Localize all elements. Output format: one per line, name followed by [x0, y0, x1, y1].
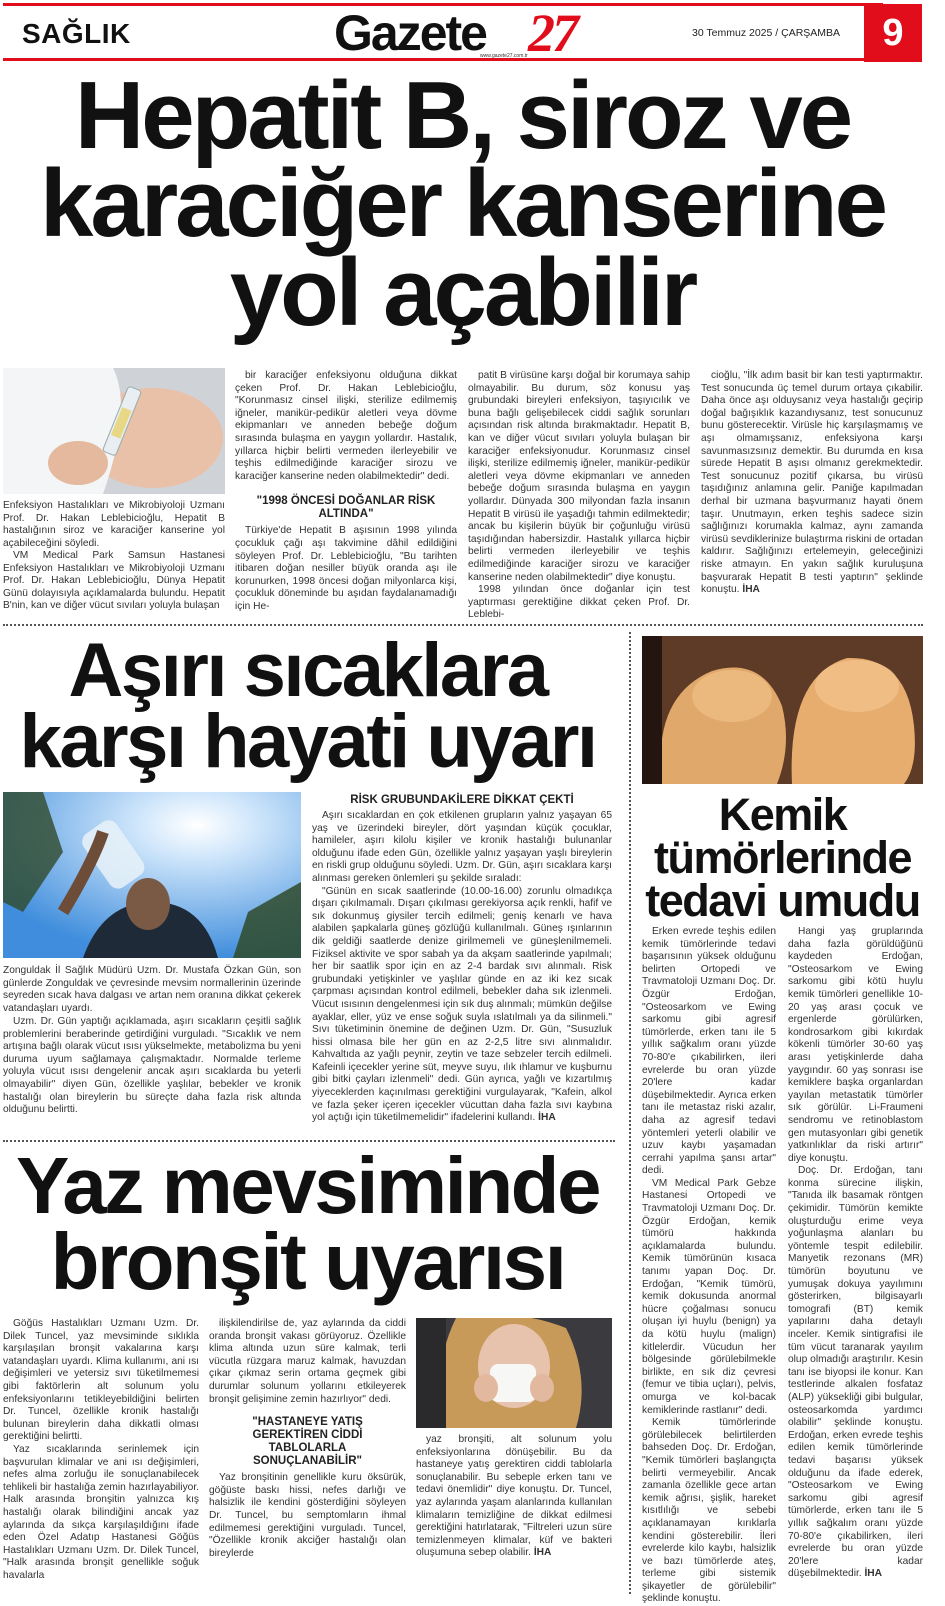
article2-right-column	[312, 794, 612, 1125]
article3-col3	[416, 1434, 612, 1560]
logo	[330, 3, 600, 63]
article2-photo	[3, 792, 301, 958]
article1-col1-paragraph: VM Medical Park Samsun Hastanesi Enfeksiyon Hastalıkları ve Mikrobiyoloji Uzmanı Prof. Dr. Hakan Leblebicioğlu, Dünya Hepatit Günü dolayısıyla açıklamalarda bulundu. Hepatit B'nin, kan ve diğer vücut sıvıları yoluyla bulaşan	[3, 550, 225, 612]
article3-headline-line2: bronşit uyarısı	[50, 1217, 565, 1306]
article4-col1-paragraph2: VM Medical Park Gebze Hastanesi Ortopedi ve Travmatoloji Uzmanı Doç. Dr. Özgür Erdoğan, kemik tümörü hakkında açıklamalarda bulundu. Kemik tümörünün kısaca tanımı yapan Doç. Dr. Erdoğan, "Kemik tümörü, kemik dokusunda anormal hücre çoğalması sonucu oluşan iyi huylu (benign) ya da kötü huylu (malign) kitlelerdir. Vücudun her bölgesinde görülebilmekle birlikte, en sık diz çevresi (femur ve tibia uçları), pelvis, omurga ve kol-bacak kemiklerinde rastlanır" dedi.	[642, 1177, 776, 1416]
article4-col1-paragraph3: Kemik tümörlerinde görülebilecek belirtilerden bahseden Doç. Dr. Erdoğan, "Kemik tümörleri başlangıçta belirti vermeyebilir. Ancak zamanla özellikle gece artan kemik ağrısı, şişlik, hareket kısıtlılığı ve sebebi açıklanamayan kırıklarla kendini gösterebilir. İleri evrelerde kilo kaybı, halsizlik ve bazı tümörlerde ateş, terleme gibi sistemik şikayetler de görülebilir" şeklinde konuştu.	[642, 1417, 776, 1605]
article4-headline-line2: tümörlerinde	[653, 831, 912, 883]
article4-headline	[640, 789, 925, 926]
article4-col2	[788, 926, 923, 1581]
article1-col3-paragraph1: patit B virüsüne karşı doğal bir korumaya sahip olmayabilir. Bu durum, söz konusu yaş grubundaki bireyleri enfeksiyon, taşıyıcılık ve buna bağlı gelişebilecek ciddi sağlık sorunları açısından risk altında bırakmaktadır. Hepatit B, kan ve diğer vücut sıvıları yoluyla bulaşan bir karaciğer enfeksiyonudur. Korunmasız cinsel ilişki, sterilize edilmemiş iğneler, manikür-pedikür aletleri veya dövme ekipmanları ve anneden bebeğe doğum sırasında bulaşma en yaygın yollardır. Dünyada 300 milyondan fazla insanın Hepatit B virüsü ile yaşadığı tahmin edilmektedir; ancak bu kişilerin büyük bir çoğunluğu virüsü taşıdığından habersizdir. Hastalık yıllarca hiçbir belirti vermeden ilerleyebilir ve teşhis edilmediğinde karaciğer sirozu ve karaciğer kanserine neden olabilmektedir" diye konuştu.	[468, 370, 690, 583]
knees-photo-icon	[642, 636, 923, 784]
article1-col2-paragraph2: Türkiye'de Hepatit B aşısının 1998 yılında çocukluk çağı aşı takvimine dâhil edildiğini söyleyen Prof. Dr. Leblebicioğlu, "Bu tarihten itibaren doğan nesiller büyük oranda aşı ile korunurken, 1998 öncesi doğan milyonlarca kişi, çocukluk döneminde bu aşıdan faydalanamadığı için He-	[235, 525, 457, 612]
article3-col3-text: yaz bronşiti, alt solunum yolu enfeksiyonlarına dönüşebilir. Bu da hastaneye yatış gerektiren ciddi tablolarla sonuçlanabilir. Bu sebeple erken tanı ve tedavi önemlidir" diye konuştu. Dr. Tuncel, yaz aylarında yaşam alanlarında kullanılan klimaların temizliğine de dikkat edilmesi gerektiğini hatırlatarak, "Filtreleri uzun süre temizlenmeyen klimalar, küf ve bakteri oluşumuna sebep olabilir.	[416, 1434, 612, 1559]
article1-headline	[0, 62, 925, 346]
article3-agency: İHA	[533, 1547, 552, 1559]
article3-col1-paragraph1: Göğüs Hastalıkları Uzmanı Uzm. Dr. Dilek Tuncel, yaz mevsiminde sıklıkla karşılaşılan bronşit vakalarına karşı vatandaşları uyardı. Klima kullanımı, ani ısı değişimleri ve yetersiz sıvı tüketilmemesi gibi faktörlerin alt solunum yolu enfeksiyonlarını tetikleyebildiğini belirten Dr. Tuncel, özellikle kronik hastalığı bulunan bireylerin daha dikkatli olması gerektiğini belirtti.	[3, 1318, 199, 1443]
article2-agency: İHA	[538, 1112, 556, 1124]
sneezing-woman-photo-icon	[416, 1318, 612, 1428]
article1-col4	[701, 370, 923, 597]
article1-col3	[468, 370, 690, 622]
article4-headline-line3: tedavi umudu	[645, 874, 920, 926]
article1-subhead: "1998 ÖNCESİ DOĞANLAR RİSK ALTINDA"	[256, 495, 436, 521]
drinking-water-photo-icon	[3, 792, 301, 958]
article4-photo	[642, 636, 923, 784]
article1-col4-paragraph	[701, 370, 923, 597]
article1-headline-line2: karaciğer kanserine	[40, 150, 885, 258]
article4-col1-paragraph1: Erken evrede teşhis edilen kemik tümörlerinde tedavi başarısının yüksek olduğunu belirten Ortopedi ve Travmatoloji Uzmanı Doç. Dr. Özgür Erdoğan, "Osteosarkom ve Ewing sarkomu gibi agresif tümörlerde, erken tanı ile 5 yıllık sağkalım oranı yüzde 70-80'e çıkabilirken, ileri evrelerde bu oran yüzde 20'lere kadar düşebilmektedir. Ayrıca erken tanı ile metastaz riski azalır, daha az agresif tedavi yöntemleri yeterli olabilir ve uzuv kaybı yaşamadan cerrahi yapılma şansı artar" dedi.	[642, 926, 776, 1177]
masthead	[0, 0, 945, 64]
article1-photo	[3, 368, 225, 494]
article2-caption: Zonguldak İl Sağlık Müdürü Uzm. Dr. Mustafa Özkan Gün, son günlerde Zonguldak ve çevresinde mevsim normallerinin üzerinde seyreden sıcak hava dalgası ve artan nem oranına dikkat çekerek vatandaşları uyardı.	[3, 965, 301, 1014]
divider-vertical	[629, 632, 631, 1594]
article3-headline	[0, 1141, 615, 1306]
article2-headline-line2: karşı hayati uyarı	[19, 698, 596, 784]
article3-col3-paragraph	[416, 1434, 612, 1560]
logo-url: www.gazete27.com.tr	[480, 53, 528, 59]
article1-col2	[235, 370, 457, 614]
divider-horizontal-top	[3, 624, 923, 626]
article3-col1-paragraph2: Yaz sıcaklarında serinlemek için başvurulan klimalar ve ani ısı değişimleri, nefes alma zorluğu ile sonuçlanabilecek tehlikeli bir hastalığa zemin hazırlayabiliyor. Halk arasında bronşitin yalnızca kış hastalığı olarak bilindiğini ancak yaz aylarında da sıkça karşılaşıldığını ifade eden Özel Adatıp Hastanesi Göğüs Hastalıkları Uzmanı Uzm. Dr. Dilek Tuncel, "Halk arasında bronşit genellikle soğuk havalarla	[3, 1443, 199, 1581]
logo-number: 27	[528, 3, 576, 63]
article2-right-paragraph2	[312, 886, 612, 1125]
article4-headline-line1: Kemik	[718, 789, 847, 840]
article2-left-paragraph: Uzm. Dr. Gün yaptığı açıklamada, aşırı sıcakların çeşitli sağlık problemlerini beraberinde getirdiğini vurguladı. "Sıcaklık ve nem artışına bağlı olarak vücut ısısı yükselmekte, metabolizma bu yeni duruma uyum sağlamaya çalışmaktadır. Normalde terleme yoluyla vücut ısısı dengelenir ancak aşırı sıcaklarda bu yeterli olmayabilir" diyen Gün, özellikle yaşlılar, bebekler ve kronik hastalığı olan bireylerin bu süreçte daha fazla risk altında olduğunu belirtti.	[3, 1016, 301, 1116]
article4-agency: İHA	[864, 1568, 883, 1580]
article1-agency: İHA	[742, 584, 760, 596]
article2-left-column	[3, 1016, 301, 1117]
syringe-photo-icon	[3, 368, 225, 494]
article2-subhead: RİSK GRUBUNDAKİLERE DİKKAT ÇEKTİ	[350, 794, 574, 806]
article3-photo	[416, 1318, 612, 1428]
article2-headline-line1: Aşırı sıcaklara	[68, 628, 547, 713]
article4-col2-text: Doç. Dr. Erdoğan, tanı konma sürecine ilişkin, "Tanıda ilk basamak röntgen çekimidir. Tümörün kemikte oluşturduğu erime veya yoğunlaşma alanları bu yöntemle tespit edilebilir. Manyetik rezonans (MR) tümörün boyutunu ve yumuşak dokuya yayılımını gösterirken, bilgisayarlı tomografi (BT) kemik yapılarını daha detaylı inceler. Kemik sintigrafisi ile tüm vücut taranarak yayılım olup olmadığı araştırılır. Kesin tanı ise biyopsi ile konur. Kan testlerinde alkalen fosfataz (ALP) yüksekliği gibi bulgular, osteosarkomda yardımcı olabilir" şeklinde konuştu. Erdoğan, erken evrede teşhis edilen kemik tümörlerinde tedavi başarısı yüksek olduğunu da ifade ederek, "Osteosarkom ve Ewing sarkomu gibi agresif tümörlerde, erken tanı ile 5 yıllık sağkalım oranı yüzde 70-80'e çıkabilirken, ileri evrelerde bu oran yüzde 20'lere kadar düşebilmektedir.	[788, 1165, 923, 1580]
article4-col2-paragraph2	[788, 1165, 923, 1581]
article3-headline-line1: Yaz mevsiminde	[15, 1141, 600, 1230]
section-label: SAĞLIK	[22, 18, 131, 49]
article1-col2-paragraph1: bir karaciğer enfeksiyonu olduğuna dikkat çeken Prof. Dr. Hakan Leblebicioğlu, "Korunmasız cinsel ilişki, sterilize edilmemiş iğneler, manikür-pedikür aletleri veya dövme ekipmanları ve anneden bebeğe doğum sırasında bulaşma en yaygın yollardır. Hastalık, yıllarca hiçbir belirti vermeden ilerleyebilir ve teşhis edilmediğinde karaciğer sirozu ve karaciğer kanserine neden olabilmektedir" dedi.	[235, 370, 457, 482]
article4-col2-paragraph1: Hangi yaş gruplarında daha fazla görüldüğünü kaydeden Erdoğan, "Osteosarkom ve Ewing sarkomu gibi kötü huylu kemik tümörleri genellikle 10-20 yaş arası çocuk ve ergenlerde görülürken, kondrosarkom gibi kıkırdak kökenli tümörler 30-60 yaş arası yetişkinlerde daha yaygındır. 60 yaş sonrası ise kemiklere başka organlardan yayılan metastatik tümörler sık görülür. Li-Fraumeni sendromu ve retinoblastom gen mutasyonları gibi genetik yatkınlıklar da riski artırır" diye konuştu.	[788, 926, 923, 1164]
article2-right-paragraph1: Aşırı sıcaklardan en çok etkilenen grupların yalnız yaşayan 65 yaş ve üzerindeki bireyler, dört yaşından küçük çocuklar, hamileler, aşırı kilolu kişiler ve kronik hastalığı bulunanlar olduğunu ifade eden Gün, özellikle yalnız yaşayan yaşlı bireylerin en riskli grup olduğunu söyledi. Uzm. Dr. Gün, aşırı sıcaklara karşı alınması gereken önlemleri şu şekilde sıraladı:	[312, 810, 612, 884]
article1-col3-paragraph2: 1998 yılından önce doğanlar için test yaptırması gerektiğine dikkat çeken Prof. Dr. Leblebi-	[468, 584, 690, 621]
logo-main: Gazete	[334, 5, 486, 61]
article3-col1	[3, 1318, 199, 1582]
article1-headline-line3: yol açabilir	[229, 238, 696, 346]
article1-headline-line1: Hepatit B, siroz ve	[74, 62, 851, 169]
article1-caption: Enfeksiyon Hastalıkları ve Mikrobiyoloji Uzmanı Prof. Dr. Hakan Leblebicioğlu, Hepatit B hastalığının siroz ve karaciğer kanserine yol açabileceğini söyledi.	[3, 500, 225, 549]
article2-headline	[0, 628, 615, 784]
article2-right-text: "Günün en sıcak saatlerinde (10.00-16.00) zorunlu olmadıkça dışarı çıkılmamalı. Dışarı çıkılması gerekiyorsa açık renkli, hafif ve sık dokunmuş giysiler tercih edilmeli; geniş kenarlı ve hava alabilen şapkalarla güneş gözlüğü kullanılmalı. Güneş ışınlarının dik geldiği saatlerde denize girilmemeli ve güneşlenilmemeli. Fiziksel aktivite ve spor sabah ya da akşam saatlerinde yapılmalı; her bir saatlik spor için en az 2-4 bardak sıvı alınmalı. Risk grubundaki yetişkinler ve yaşlılar günde en az iki kez sıcak çarpması açısından kontrol edilmeli, bebekler daha sık izlenmeli. Vücut ısısının dengelenmesi için sık duş alınmalı; mümkün değilse ayaklar, eller, yüz ve ense soğuk suyla ıslatılmalı ya da silinmeli." Sıvı tüketiminin önemine de değinen Uzm. Dr. Gün, "Susuzluk hissi olmasa bile her gün en az 2-2,5 litre sıvı alınmalıdır. Kahvaltıda az yağlı peynir, zeytin ve taze sebzeler tercih edilmeli. Kafeinli içecekler yerine süt, meyve suyu, ılık ıhlamur ve kuşburnu gibi bitki çayları izlenmeli" dedi. Gün ayrıca, yağlı ve kızartılmış yiyeceklerden kaçınılması gerektiğini vurgulayarak, "Kafein, alkol ve fazla şeker içeren içecekler vücuttan daha fazla sıvı kaybına yol açtığı için tüketilmemelidir" ifadelerini kullandı.	[312, 885, 612, 1124]
article3-col2-paragraph2: Yaz bronşitinin genellikle kuru öksürük, göğüste baskı hissi, nefes darlığı ve halsizlik ile kendini gösterdiğini söyleyen Dr. Tuncel, bu semptomların ihmal edilmemesi gerektiğini vurguladı. Tuncel, "Özellikle kronik akciğer hastalığı olan bireylerde	[209, 1472, 406, 1559]
article3-col2-paragraph1: ilişkilendirilse de, yaz aylarında da ciddi oranda bronşit vakası görüyoruz. Özellikle klima altında uzun süre kalmak, terli vücutla rüzgara maruz kalmak, havuzdan çıkar çıkmaz serin ortama geçmek gibi durumlar solunum yollarını etkileyerek bronşit gelişimine zemin hazırlıyor" dedi.	[209, 1318, 406, 1405]
article3-col2	[209, 1318, 406, 1560]
page-number-box	[864, 4, 922, 62]
article1-col4-text: cioğlu, "İlk adım basit bir kan testi yaptırmaktır. Test sonucunda üç temel durum ortaya çıkabilir. Daha önce aşı olduysanız veya hastalığı geçirip doğal bağışıklık kazandıysanız, test sonucunuz bunu gösterecektir. Virüsle hiç karşılaşmamış ve aşı olmamışsanız, enfeksiyona karşı savunmasızsınız demektir. Bu durumda en kısa sürede Hepatit B aşısı olmanız gerekmektedir. Test sonucunuz pozitif çıkarsa, bu virüsü taşıdığınız anlamına gelir. Paniğe kapılmadan derhal bir uzmana başvurmanız hayati önem taşır. Unutmayın, erken teşhis sadece sizin sağlığınızı korumakla kalmaz, aynı zamanda virüsü sevdiklerinize bulaştırma riskini de ortadan kaldırır. Sağlığınızı ertelemeyin, geleceğinizi riske atmayın. En yakın sağlık kuruluşuna başvurarak Hepatit B testi yaptırın" şeklinde konuştu.	[701, 370, 923, 596]
page-number: 9	[882, 12, 904, 54]
article3-subhead: "HASTANEYE YATIŞ GEREKTİREN CİDDİ TABLOLARLA SONUÇLANABİLİR"	[252, 1416, 363, 1468]
issue-date: 30 Temmuz 2025 / ÇARŞAMBA	[692, 27, 841, 39]
article1-col1	[3, 550, 225, 613]
article4-col1	[642, 926, 776, 1606]
